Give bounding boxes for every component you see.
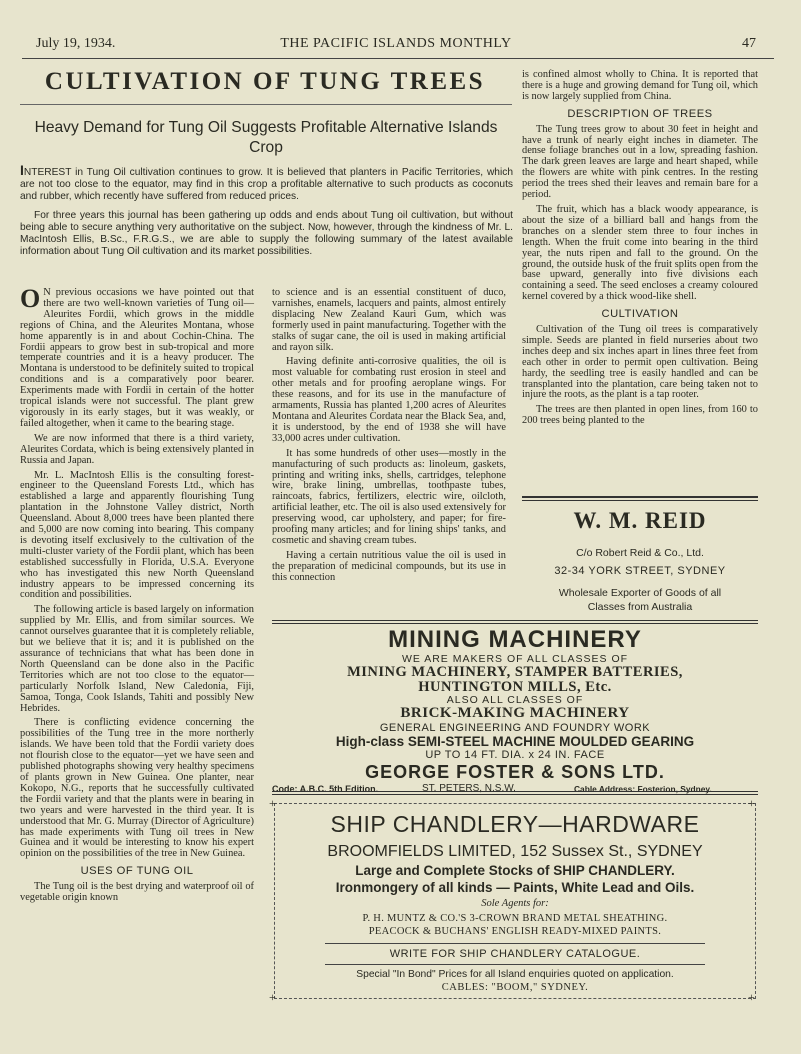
- mining-address: ST. PETERS, N.S.W.: [422, 782, 516, 794]
- mining-ad-bottom-rule-thin: [272, 791, 758, 792]
- article-title: CULTIVATION OF TUNG TREES: [44, 68, 486, 95]
- article-column-2: [272, 288, 506, 588]
- ship-chandlery-advertisement: [280, 806, 750, 994]
- section-heading-uses: USES OF TUNG OIL: [80, 865, 194, 878]
- chandlery-agent-1: P. H. MUNTZ & CO.'S 3-CROWN BRAND METAL SHEATHING.: [362, 913, 668, 924]
- col1-paragraph-4: The following article is based largely on information supplied by Mr. Ellis, and from similar sources. We cannot ourselves guarantee that it is completely reliable, but we believe that it is; and it is published on the assurance of technicians that what has been done in North Queensland can be done also in the Pacific Territories which are not too close to the equator—particularly Norfolk Island, New Caledonia, Fiji, Samoa, Tonga, Cook Islands, Tahiti and possibly New Hebrides.: [20, 604, 254, 714]
- intro-paragraph: For three years this journal has been gathering up odds and ends about Tung oil cultivation, but without being able to secure anything very authoritative on the subject. Now, however, through the kindness of Mr. L. MacIntosh Ellis, B.Sc., F.R.G.S., we are able to supply the following summary of the latest available information about Tung Oil cultivation and its market possibilities.: [20, 209, 513, 258]
- col1-paragraph-2: We are now informed that there is a third variety, Aleurites Cordata, which is being extensively planted in Russia and Japan.: [20, 432, 254, 466]
- col3-paragraph-3: The fruit, which has a black woody appearance, is about the size of a billiard ball and hangs from the branches on a slender stem three to four inches in length. When the fruit come into bearing in the third year, the nuts ripen and fall to the ground. On the ground, the outside husk of the fruit splits open from the base upward, generally into five divisions each containing a seed. The seed encloses a creamy coloured kernel covered by a thick wood-like shell.: [522, 203, 758, 303]
- article-column-3: [522, 70, 758, 431]
- reid-name: W. M. REID: [573, 508, 707, 533]
- col2-paragraph-4: Having a certain nutritious value the oil is used in the preparation of medicinal compounds, but its use in this connection: [272, 549, 506, 583]
- publication-title: THE PACIFIC ISLANDS MONTHLY: [280, 36, 512, 51]
- col1-paragraph-1-text: N previous occasions we have pointed out that there are two well-known varieties of Tung oil—Aleurites Fordii, which grows in the middle regions of China, and the Aleurites Montana, whose home apparently is in and about Cochin-China. The Fordii appears to grow best in sub-tropical and more temperate countries and it is a heavy producer. The Montana is understood to be definitely suited to tropical conditions and is a comparatively poor bearer. Experiments made with Fordii in certain of the hotter tropical islands were not successful. The plant grew vigorously in its early stages, but it was weakly, or failed altogether, when it came to the bearing stage.: [20, 287, 254, 429]
- mining-line-also: ALSO ALL CLASSES OF: [446, 694, 584, 706]
- chandlery-cables: CABLES: "BOOM," SYDNEY.: [441, 982, 589, 993]
- mining-line-gearing: High-class SEMI-STEEL MACHINE MOULDED GEARING: [335, 733, 695, 749]
- mining-headline: MINING MACHINERY: [388, 626, 642, 653]
- reid-advertisement: [522, 508, 758, 614]
- section-heading-description: DESCRIPTION OF TREES: [567, 107, 713, 120]
- chandlery-ironmongery: Ironmongery of all kinds — Paints, White Lead and Oils.: [335, 880, 695, 895]
- section-heading-cultivation: CULTIVATION: [601, 308, 679, 321]
- mining-line-dimensions: UP TO 14 FT. DIA. x 24 IN. FACE: [425, 748, 605, 761]
- reid-care-of: C/o Robert Reid & Co., Ltd.: [576, 547, 704, 559]
- chandlery-agents-label: Sole Agents for:: [481, 898, 549, 909]
- col2-paragraph-3: It has some hundreds of other uses—mostly in the manufacturing of such products as: linoleum, gaskets, printing and writing inks, shells, cartridges, telephone wire, brake lining, umbrellas, toothpaste tubes, raincoats, fabrics, fertilizers, electric wire, oilcloth, artificial leather, etc. The oil is also used extensively for preserving wood, car upholstery, and paper; for fire-proofing many articles; and for lining ships' tanks, and cosmetic and shaving cream tubes.: [272, 447, 506, 546]
- mining-company-name: GEORGE FOSTER & SONS LTD.: [365, 761, 665, 782]
- drop-cap: O: [20, 284, 41, 313]
- page-number: 47: [742, 36, 756, 51]
- col3-paragraph-1: is confined almost wholly to China. It is reported that there is a huge and growing demand for Tung oil, which is now largely supplied from China.: [522, 69, 758, 102]
- intro-lead-paragraph: [20, 164, 513, 204]
- col3-paragraph-4: Cultivation of the Tung oil trees is comparatively simple. Seeds are planted in field nurseries about two inches deep and six inches apart in lines three feet from each other in order to permit open cultivation. Being hardy, the seedling tree is easily handled and can be transplanted into the plantation, care being taken not to injure the roots, as the plant is a tap rooter.: [522, 324, 758, 401]
- mining-machinery-advertisement: [272, 626, 758, 795]
- mining-line-machinery: MINING MACHINERY, STAMPER BATTERIES,: [347, 664, 683, 680]
- col2-paragraph-2: Having definite anti-corrosive qualities, the oil is most valuable for combating rust erosion in steel and other metals and for proofing aeroplane wings. For these reasons, and for its use in the manufacture of armaments, Russia has planted 1,200 acres of Aleurites Montana and Aleurites Cordata near the Black Sea, and, it is understood, by the end of 1938 she will have 33,000 acres under cultivation.: [272, 356, 506, 444]
- reid-description-2: Classes from Australia: [587, 601, 693, 613]
- mining-line-brick: BRICK-MAKING MACHINERY: [400, 705, 630, 721]
- header-rule: [22, 58, 774, 59]
- chandlery-special-prices: Special "In Bond" Prices for all Island enquiries quoted on application.: [356, 969, 674, 980]
- mining-ad-top-rule-thin: [272, 623, 758, 624]
- article-subtitle: Heavy Demand for Tung Oil Suggests Profitable Alternative Islands Crop: [34, 119, 498, 156]
- mining-code: Code: A.B.C. 5th Edition.: [272, 783, 379, 794]
- col1-paragraph-3: Mr. L. MacIntosh Ellis is the consulting forest-engineer to the Queensland Forests Ltd., which has established a large and apparently flourishing Tung plantation in the Johnstone Valley district, North Queensland. About 8,000 trees have been planted there and 5,000 are now coming into bearing. This company is devoting itself exclusively to the cultivation of the multi-cluster variety of the Fordii plant, which has been established successfully in Florida, U.S.A. Everyone who has investigated this new North Queensland industry appears to be impressed concerning its condition and possibilities.: [20, 469, 254, 601]
- chandlery-headline: SHIP CHANDLERY—HARDWARE: [330, 811, 700, 837]
- col1-paragraph-5: There is conflicting evidence concerning the possibilities of the Tung tree in the more northerly islands. We have been told that the Fordii variety does not flourish close to the equator—yet we have seen and published photographs showing very healthy specimens of plants grown in New Guinea. One planter, near Kokopo, N.G., reports that he successfully cultivated the Fordii variety and that the plants were in bearing in two years and were harvested in the third year. It is understood that Mr. G. Murray (Director of Agriculture) has made experiments with Tung oil trees in New Guinea and it would be interesting to know his expert opinion on the possibilities of the tree in New Guinea.: [20, 717, 254, 860]
- article-column-1: [20, 284, 254, 908]
- reid-ad-rule-thin: [522, 500, 758, 501]
- col3-paragraph-5: The trees are then planted in open lines, from 160 to 200 trees being planted to the: [522, 404, 758, 427]
- intro-lead-text: NTEREST in Tung Oil cultivation continues to grow. It is believed that planters in Pacific Territories, which are not too close to the equator, may find in this crop a profitable alternative to such products as coconuts and rubber, which recently have suffered from reduced prices.: [20, 167, 513, 203]
- mining-line-makers: WE ARE MAKERS OF ALL CLASSES OF: [401, 653, 629, 665]
- col3-paragraph-2: The Tung trees grow to about 30 feet in height and have a trunk of nearly eight inches in diameter. The dense foliage branches out in a low, spreading fashion. The dark green leaves are large and heart shaped, while the flowers are white with pink centres. In the resting period the trees shed their leaves and remain bare for a period.: [522, 123, 758, 201]
- chandlery-company: BROOMFIELDS LIMITED, 152 Sussex St., SYDNEY: [327, 843, 703, 860]
- reid-ad-rule: [522, 496, 758, 498]
- issue-date: July 19, 1934.: [36, 36, 116, 51]
- mining-cable: Cable Address: Fosterion, Sydney.: [574, 783, 712, 794]
- col1-paragraph-1: [20, 284, 254, 430]
- reid-description-1: Wholesale Exporter of Goods of all: [558, 587, 722, 599]
- reid-address: 32-34 YORK STREET, SYDNEY: [554, 565, 726, 577]
- border-corner-ornament: +: [748, 796, 755, 810]
- chandlery-separator: [325, 943, 705, 944]
- col1-paragraph-6: The Tung oil is the best drying and waterproof oil of vegetable origin known: [20, 881, 254, 904]
- mining-ad-top-rule: [272, 620, 758, 621]
- chandlery-separator: [325, 964, 705, 965]
- mining-line-mills: HUNTINGTON MILLS, Etc.: [418, 679, 612, 695]
- intro-lead-cap: I: [20, 162, 24, 178]
- title-rule: [20, 104, 512, 105]
- chandlery-stocks: Large and Complete Stocks of SHIP CHANDLERY.: [355, 863, 675, 878]
- mining-footer: [272, 783, 758, 795]
- chandlery-catalogue: WRITE FOR SHIP CHANDLERY CATALOGUE.: [389, 948, 641, 960]
- running-header: [22, 36, 770, 56]
- border-corner-ornament: +: [269, 990, 276, 1004]
- border-corner-ornament: +: [269, 796, 276, 810]
- mining-ad-bottom-rule: [272, 794, 758, 795]
- mining-line-engineering: GENERAL ENGINEERING AND FOUNDRY WORK: [379, 721, 651, 734]
- border-corner-ornament: +: [748, 990, 755, 1004]
- article-intro: [20, 164, 513, 264]
- chandlery-agent-2: PEACOCK & BUCHANS' ENGLISH READY-MIXED PAINTS.: [368, 926, 662, 937]
- col2-paragraph-1: to science and is an essential constituent of duco, varnishes, enamels, lacquers and paints, almost entirely displacing New Zealand Kauri Gum, which was formerly used in paint manufacturing. Together with the stalks of sugar cane, the oil is used in making artificial and rayon silk.: [272, 287, 506, 353]
